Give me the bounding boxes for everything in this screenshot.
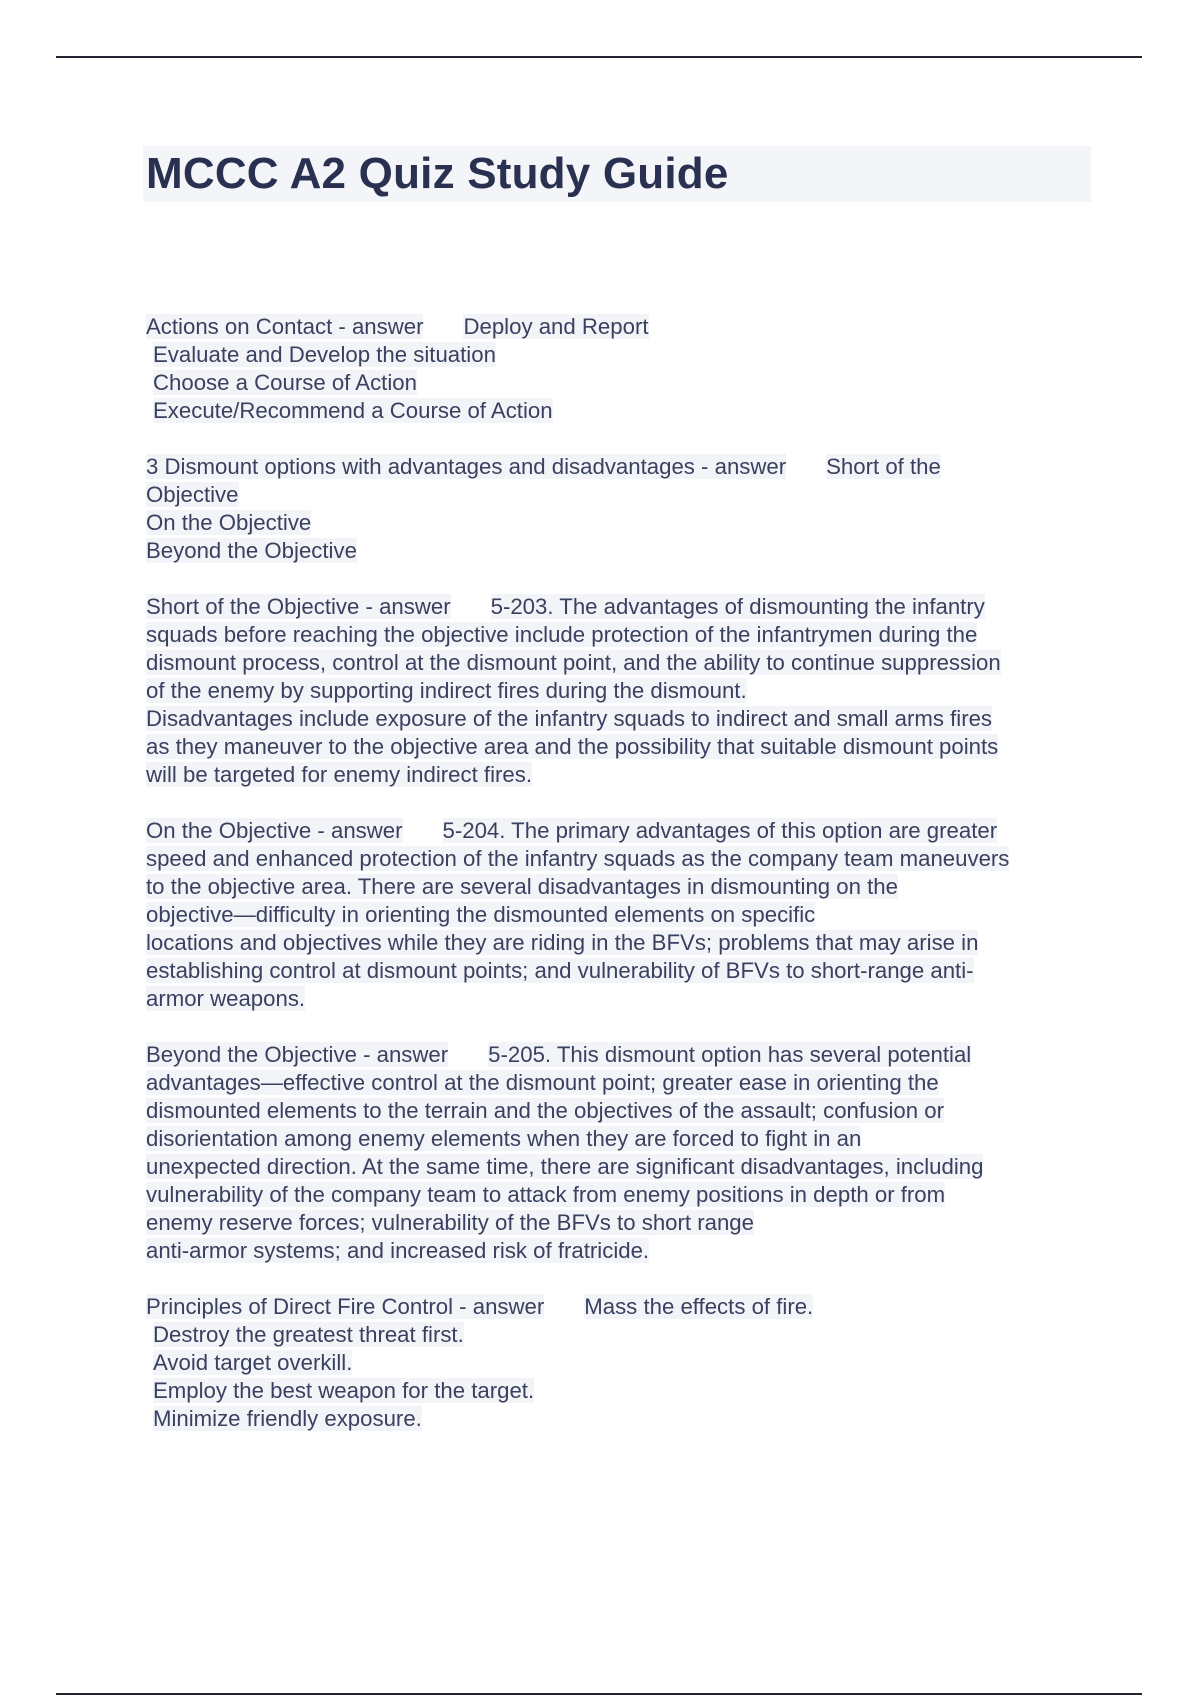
qa-entry-on-objective: [146, 817, 1096, 1013]
entry-answer-line: enemy reserve forces; vulnerability of the BFVs to short range: [146, 1210, 754, 1235]
entry-answer-first: 5-204. The primary advantages of this option are greater: [442, 818, 998, 843]
entry-answer-line: Evaluate and Develop the situation: [153, 342, 496, 367]
qa-entry-actions-on-contact: [146, 313, 1096, 425]
entry-answer-line: Beyond the Objective: [146, 538, 357, 563]
qa-entry-short-of-objective: [146, 593, 1096, 789]
page-bottom-rule: [56, 1693, 1142, 1695]
entry-answer-line: dismount process, control at the dismount point, and the ability to continue suppression: [146, 650, 1001, 675]
entry-answer-line: Objective: [146, 482, 239, 507]
entry-answer-line: of the enemy by supporting indirect fires during the dismount.: [146, 678, 747, 703]
qa-entry-beyond-objective: [146, 1041, 1096, 1265]
entry-answer-line: On the Objective: [146, 510, 312, 535]
entry-answer-first: Mass the effects of fire.: [584, 1294, 814, 1319]
entry-term: Principles of Direct Fire Control - answer: [146, 1294, 545, 1319]
entry-term: On the Objective - answer: [146, 818, 403, 843]
qa-entry-dismount-options: [146, 453, 1096, 565]
entry-answer-line: Destroy the greatest threat first.: [153, 1322, 464, 1347]
entry-term: Actions on Contact - answer: [146, 314, 424, 339]
entry-answer-line: squads before reaching the objective include protection of the infantrymen during the: [146, 622, 978, 647]
entry-answer-line: anti-armor systems; and increased risk of fratricide.: [146, 1238, 650, 1263]
entry-term: Short of the Objective - answer: [146, 594, 451, 619]
entry-answer-line: to the objective area. There are several disadvantages in dismounting on the: [146, 874, 898, 899]
entry-answer-line: Minimize friendly exposure.: [153, 1406, 422, 1431]
entry-answer-line: objective—difficulty in orienting the dismounted elements on specific: [146, 902, 816, 927]
entry-answer-line: armor weapons.: [146, 986, 306, 1011]
entry-answer-line: vulnerability of the company team to attack from enemy positions in depth or from: [146, 1182, 946, 1207]
entry-answer-line: dismounted elements to the terrain and the objectives of the assault; confusion or: [146, 1098, 944, 1123]
entry-answer-line: Disadvantages include exposure of the infantry squads to indirect and small arms fires: [146, 706, 993, 731]
entry-answer-line: establishing control at dismount points; and vulnerability of BFVs to short-range anti-: [146, 958, 974, 983]
entry-answer-first: Short of the: [826, 454, 941, 479]
document-title: MCCC A2 Quiz Study Guide: [146, 149, 729, 198]
entry-answer-line: Employ the best weapon for the target.: [153, 1378, 535, 1403]
entry-answer-line: will be targeted for enemy indirect fires.: [146, 762, 532, 787]
entry-term: Beyond the Objective - answer: [146, 1042, 449, 1067]
entry-answer-first: Deploy and Report: [463, 314, 649, 339]
entry-answer-line: as they maneuver to the objective area and the possibility that suitable dismount points: [146, 734, 999, 759]
page-top-rule: [56, 56, 1142, 58]
entry-answer-line: Choose a Course of Action: [153, 370, 417, 395]
entry-answer-line: disorientation among enemy elements when they are forced to fight in an: [146, 1126, 862, 1151]
entry-term: 3 Dismount options with advantages and disadvantages - answer: [146, 454, 787, 479]
entry-answer-line: speed and enhanced protection of the infantry squads as the company team maneuvers: [146, 846, 1010, 871]
entry-answer-line: locations and objectives while they are riding in the BFVs; problems that may arise in: [146, 930, 979, 955]
entry-answer-line: Execute/Recommend a Course of Action: [153, 398, 553, 423]
entry-answer-line: unexpected direction. At the same time, there are significant disadvantages, including: [146, 1154, 984, 1179]
entry-answer-first: 5-205. This dismount option has several potential: [488, 1042, 972, 1067]
entry-answer-first: 5-203. The advantages of dismounting the infantry: [490, 594, 985, 619]
entry-answer-line: Avoid target overkill.: [153, 1350, 353, 1375]
qa-list: [146, 313, 1096, 1461]
qa-entry-direct-fire-control: [146, 1293, 1096, 1433]
entry-answer-line: advantages—effective control at the dismount point; greater ease in orienting the: [146, 1070, 939, 1095]
